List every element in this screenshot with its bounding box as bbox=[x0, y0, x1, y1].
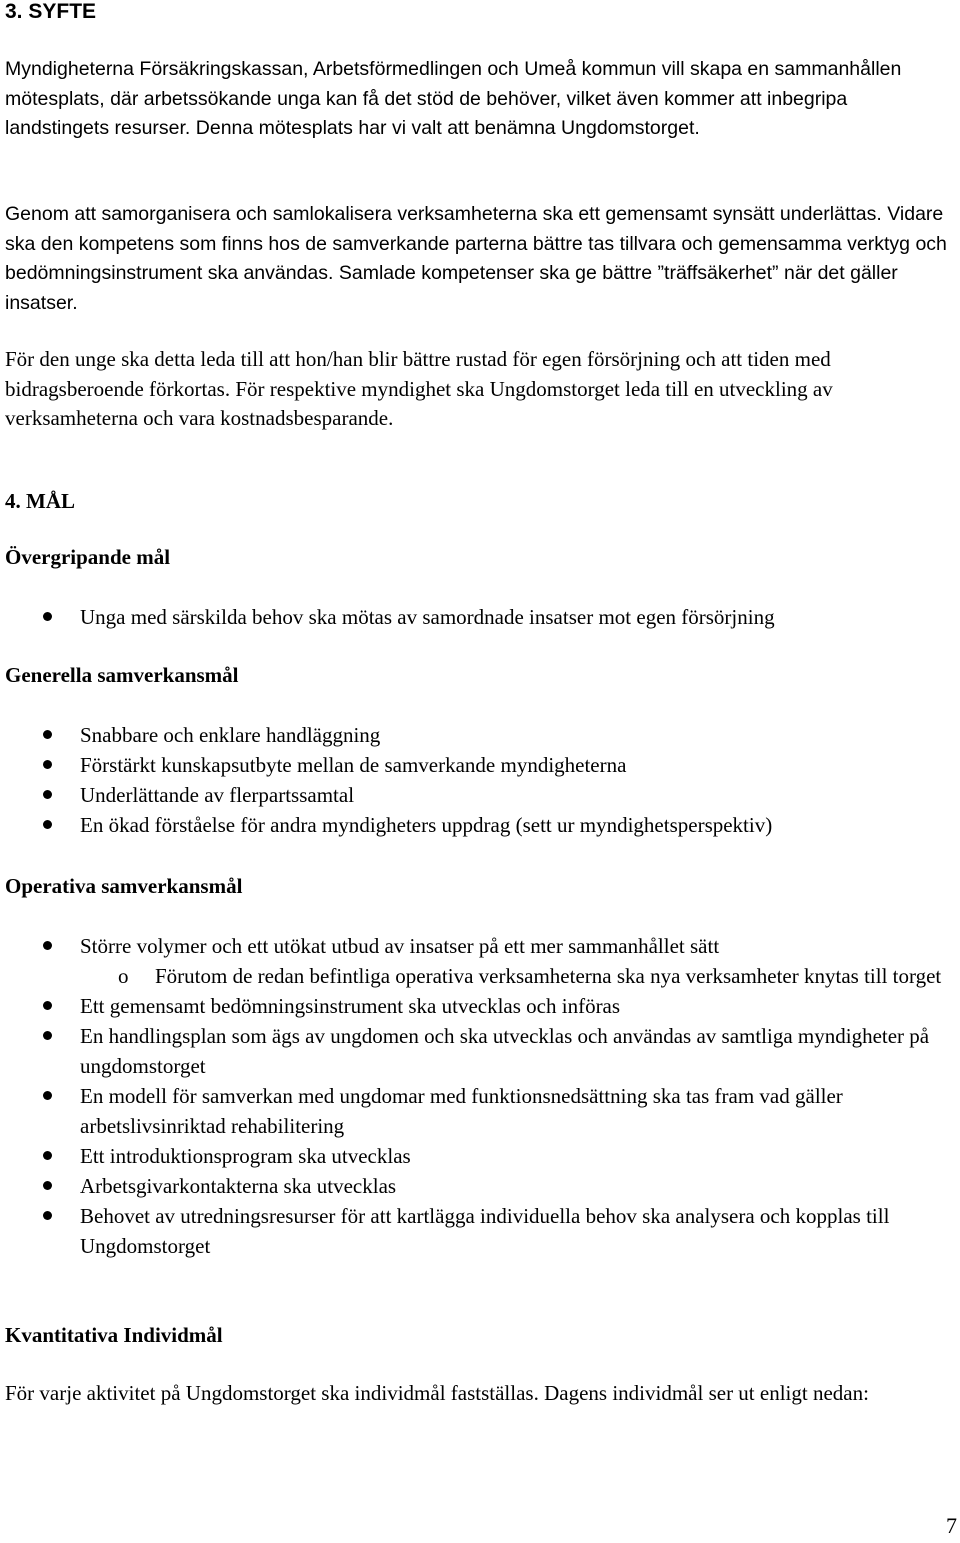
bullet-icon bbox=[43, 1001, 52, 1010]
list-item-text: Snabbare och enklare handläggning bbox=[80, 723, 381, 747]
list-item-text: Ett gemensamt bedömningsinstrument ska utvecklas och införas bbox=[80, 994, 621, 1018]
bullet-icon bbox=[43, 1151, 52, 1160]
list-item bbox=[5, 1201, 955, 1261]
syfte-paragraph-3: För den unge ska detta leda till att hon/han blir bättre rustad för egen försörjning och att tiden med bidragsberoende förkortas. För respektive myndighet ska Ungdomstorget leda till en utveckling av verksamheterna och vara kostnadsbesparande. bbox=[5, 347, 833, 430]
bullet-icon bbox=[43, 1091, 52, 1100]
bullet-icon bbox=[43, 1211, 52, 1220]
bullet-icon bbox=[43, 941, 52, 950]
heading-operative-goals: Operativa samverkansmål bbox=[5, 874, 243, 898]
list-item-text: Förstärkt kunskapsutbyte mellan de samverkande myndigheterna bbox=[80, 753, 627, 777]
heading-general-goals: Generella samverkansmål bbox=[5, 663, 239, 687]
bullet-icon bbox=[43, 1181, 52, 1190]
list-item bbox=[5, 780, 955, 810]
list-item-text: En handlingsplan som ägs av ungdomen och ska utvecklas och användas av samtliga myndigheter på ungdomstorget bbox=[80, 1024, 930, 1078]
list-item-text: En ökad förståelse för andra myndigheters uppdrag (sett ur myndighetsperspektiv) bbox=[80, 813, 773, 837]
heading-quantitative-goals: Kvantitativa Individmål bbox=[5, 1323, 223, 1347]
bullet-icon bbox=[43, 612, 52, 621]
list-item bbox=[5, 1171, 955, 1201]
bullet-icon bbox=[43, 730, 52, 739]
list-item bbox=[5, 1141, 955, 1171]
list-item-text: Arbetsgivarkontakterna ska utvecklas bbox=[80, 1174, 397, 1198]
section-heading-syfte: 3. SYFTE bbox=[5, 0, 97, 23]
bullet-icon bbox=[43, 760, 52, 769]
bullet-icon bbox=[43, 820, 52, 829]
list-item bbox=[5, 1021, 955, 1081]
operative-goals-list bbox=[5, 931, 955, 1261]
list-item bbox=[5, 1081, 955, 1141]
heading-overall-goal: Övergripande mål bbox=[5, 545, 171, 569]
bullet-icon bbox=[43, 790, 52, 799]
list-item-text: Ett introduktionsprogram ska utvecklas bbox=[80, 1144, 411, 1168]
list-item bbox=[5, 991, 955, 1021]
list-item bbox=[5, 750, 955, 780]
sub-list-item-text: Förutom de redan befintliga operativa verksamheterna ska nya verksamheter knytas till torget bbox=[155, 964, 942, 988]
sub-list bbox=[80, 961, 955, 991]
page-number: 7 bbox=[946, 1513, 957, 1538]
general-goals-list bbox=[5, 720, 955, 840]
list-item-text: Underlättande av flerpartssamtal bbox=[80, 783, 355, 807]
list-item-text: Behovet av utredningsresurser för att kartlägga individuella behov ska analysera och kopplas till Ungdomstorget bbox=[80, 1204, 890, 1258]
list-item-text: En modell för samverkan med ungdomar med funktionsnedsättning ska tas fram vad gäller arbetslivsinriktad rehabilitering bbox=[80, 1084, 843, 1138]
section-heading-mal: 4. MÅL bbox=[5, 489, 75, 513]
sub-list-item bbox=[80, 961, 955, 991]
syfte-paragraph-1: Myndigheterna Försäkringskassan, Arbetsförmedlingen och Umeå kommun vill skapa en sammanhållen mötesplats, där arbetssökande unga kan få det stöd de behöver, vilket även kommer att inbegripa landstingets resurser. Denna mötesplats har vi valt att benämna Ungdomstorget. bbox=[5, 58, 902, 139]
list-item-text: Större volymer och ett utökat utbud av insatser på ett mer sammanhållet sätt bbox=[80, 934, 720, 958]
syfte-paragraph-2: Genom att samorganisera och samlokalisera verksamheterna ska ett gemensamt synsätt underlättas. Vidare ska den kompetens som finns hos de samverkande parterna bättre tas tillvara och gemensamma verktyg och bedömningsinstrument ska användas. Samlade kompetenser ska ge bättre ”träffsäkerhet” när det gäller insatser. bbox=[5, 203, 947, 314]
list-item bbox=[5, 720, 955, 750]
overall-goal-list bbox=[5, 602, 955, 632]
list-item bbox=[5, 602, 955, 632]
quantitative-goals-text: För varje aktivitet på Ungdomstorget ska individmål fastställas. Dagens individmål ser ut enligt nedan: bbox=[5, 1381, 869, 1405]
list-item bbox=[5, 810, 955, 840]
bullet-icon bbox=[43, 1031, 52, 1040]
list-item-text: Unga med särskilda behov ska mötas av samordnade insatser mot egen försörjning bbox=[80, 605, 775, 629]
circle-bullet-icon: o bbox=[118, 964, 129, 988]
list-item bbox=[5, 931, 955, 991]
